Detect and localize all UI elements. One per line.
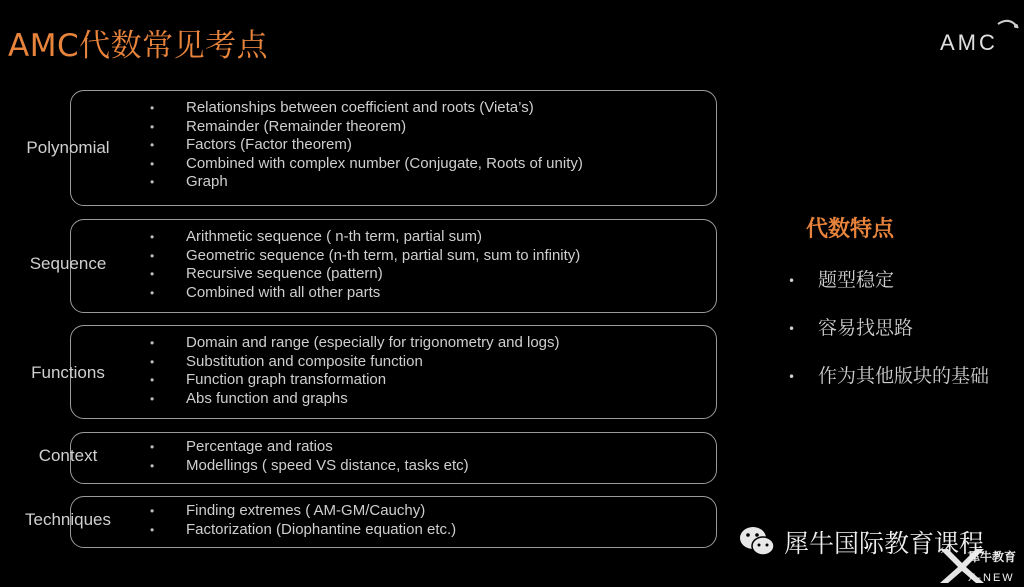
section-label: Context — [38, 446, 98, 465]
page-title: AMC代数常见考点 — [8, 28, 269, 64]
feature-item: • 作为其他版块的基础 — [788, 365, 990, 387]
list-item: • Function graph transformation — [150, 371, 387, 388]
list-item: • Factorization (Diophantine equation etc.) — [150, 520, 457, 538]
list-item: • Geometric sequence (n-th term, partial sum, sum to infinity) — [150, 246, 581, 264]
section-functions — [0, 325, 720, 419]
brand-en: X-NEW — [968, 572, 1015, 584]
logo-text: AMC — [940, 30, 998, 55]
list-item: • Graph — [150, 173, 228, 190]
section-sequence — [0, 219, 720, 313]
list-item: • Recursive sequence (pattern) — [150, 265, 383, 282]
feature-item: • 容易找思路 — [788, 317, 914, 339]
section-label: Functions — [31, 363, 105, 382]
section-context — [0, 432, 720, 484]
list-item: • Modellings ( speed VS distance, tasks etc) — [150, 456, 469, 474]
section-label: Sequence — [29, 254, 107, 273]
list-item: • Factors (Factor theorem) — [150, 136, 352, 153]
wechat-icon — [738, 525, 776, 559]
amc-logo — [936, 10, 1022, 56]
list-item: • Substitution and composite function — [150, 352, 423, 370]
watermark-text: 犀牛国际教育课程 — [784, 529, 985, 558]
xnew-logo — [938, 545, 1018, 585]
brand-cn: 犀牛教育 — [968, 550, 1017, 564]
list-item: • Domain and range (especially for trigonometry and logs) — [150, 334, 560, 351]
feature-item: • 题型稳定 — [788, 269, 895, 291]
list-item: • Finding extremes ( AM-GM/Cauchy) — [150, 502, 426, 519]
features-list — [788, 265, 989, 409]
list-item: • Combined with all other parts — [150, 283, 381, 301]
section-label: Polynomial — [26, 138, 110, 157]
list-item: • Remainder (Remainder theorem) — [150, 117, 407, 135]
section-polynomial — [0, 90, 720, 206]
section-label: Techniques — [24, 510, 111, 529]
list-item: • Percentage and ratios — [150, 438, 333, 455]
features-title: 代数特点 — [806, 217, 895, 242]
list-item: • Arithmetic sequence ( n-th term, partial sum) — [150, 228, 482, 245]
list-item: • Combined with complex number (Conjugate, Roots of unity) — [150, 154, 583, 172]
section-techniques — [0, 496, 720, 548]
list-item: • Abs function and graphs — [150, 389, 348, 407]
list-item: • Relationships between coefficient and roots (Vieta’s) — [150, 99, 534, 116]
